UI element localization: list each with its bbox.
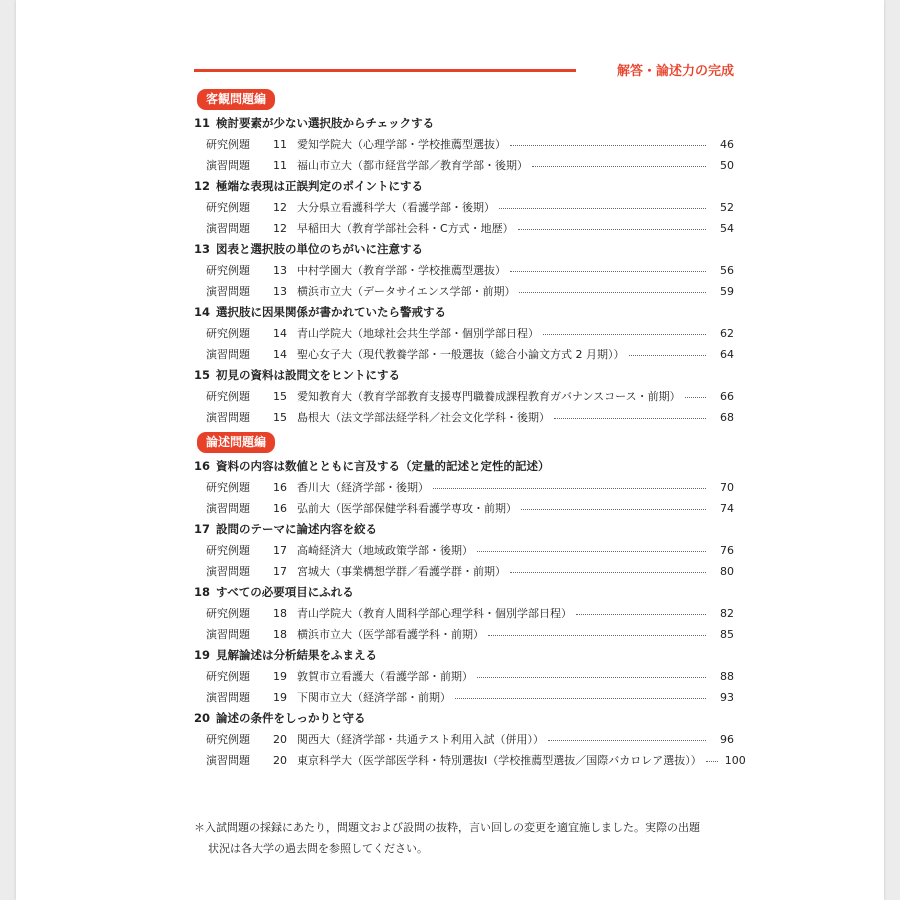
- entry-school: 東京科学大（医学部医学科・特別選抜Ⅰ（学校推薦型選抜／国際バカロレア選抜））: [297, 754, 702, 767]
- entry-school: 福山市立大（都市経営学部／教育学部・後期）: [297, 159, 528, 172]
- dot-leader: [576, 614, 706, 615]
- entry-number: 15: [273, 411, 287, 424]
- dot-leader: [543, 334, 706, 335]
- dot-leader: [706, 761, 718, 762]
- toc-entry[interactable]: [194, 344, 734, 365]
- entry-school: 愛知教育大（教育学部教育支援専門職養成課程教育ガバナンスコース・前期）: [297, 390, 681, 403]
- dot-leader: [477, 551, 706, 552]
- dot-leader: [518, 229, 706, 230]
- toc-entry[interactable]: [194, 624, 734, 645]
- chapter-number: 13: [194, 242, 211, 256]
- entry-page-number: 56: [720, 264, 734, 277]
- entry-school: 香川大（経済学部・後期）: [297, 481, 429, 494]
- chapter-number: 12: [194, 179, 211, 193]
- entry-school: 大分県立看護科学大（看護学部・後期）: [297, 201, 495, 214]
- entry-type: 研究例題: [206, 733, 250, 746]
- entry-type: 演習問題: [206, 348, 250, 361]
- dot-leader: [433, 488, 706, 489]
- chapter-number: 14: [194, 305, 211, 319]
- entry-type: 演習問題: [206, 222, 250, 235]
- dot-leader: [510, 572, 706, 573]
- entry-type: 研究例題: [206, 544, 250, 557]
- toc-entry[interactable]: [194, 540, 734, 561]
- entry-school: 早稲田大（教育学部社会科・C方式・地歴）: [297, 222, 514, 235]
- entry-school: 中村学園大（教育学部・学校推薦型選抜）: [297, 264, 506, 277]
- section-badge: 論述問題編: [197, 432, 275, 453]
- toc-entry[interactable]: [194, 729, 734, 750]
- entry-school: 弘前大（医学部保健学科看護学専攻・前期）: [297, 502, 517, 515]
- chapter-number: 16: [194, 459, 211, 473]
- entry-school: 聖心女子大（現代教養学部・一般選抜（総合小論文方式 2 月期））: [297, 348, 625, 361]
- chapter-number: 20: [194, 711, 211, 725]
- entry-type: 研究例題: [206, 607, 250, 620]
- toc-entry[interactable]: [194, 134, 734, 155]
- entry-school: 関西大（経済学部・共通テスト利用入試（併用））: [297, 733, 545, 746]
- entry-number: 13: [273, 264, 287, 277]
- footnote-line-2: 状況は各大学の過去問を参照してください。: [208, 842, 428, 855]
- entry-page-number: 54: [720, 222, 734, 235]
- dot-leader: [510, 145, 706, 146]
- entry-page-number: 85: [720, 628, 734, 641]
- chapter-title-text: 選択肢に因果関係が書かれていたら警戒する: [216, 305, 447, 319]
- entry-type: 演習問題: [206, 628, 250, 641]
- chapter-title: [194, 708, 734, 729]
- dot-leader: [477, 677, 706, 678]
- chapter-number: 11: [194, 116, 211, 130]
- toc-entry[interactable]: [194, 323, 734, 344]
- entry-number: 19: [273, 670, 287, 683]
- toc-entry[interactable]: [194, 561, 734, 582]
- toc-entry[interactable]: [194, 666, 734, 687]
- entry-type: 演習問題: [206, 754, 250, 767]
- entry-number: 11: [273, 159, 287, 172]
- entry-type: 演習問題: [206, 159, 250, 172]
- entry-page-number: 66: [720, 390, 734, 403]
- chapter-title: [194, 365, 734, 386]
- entry-page-number: 64: [720, 348, 734, 361]
- entry-school: 横浜市立大（医学部看護学科・前期）: [297, 628, 484, 641]
- entry-number: 20: [273, 733, 287, 746]
- entry-page-number: 74: [720, 502, 734, 515]
- entry-page-number: 80: [720, 565, 734, 578]
- toc-entry[interactable]: [194, 197, 734, 218]
- entry-school: 島根大（法文学部法経学科／社会文化学科・後期）: [297, 411, 550, 424]
- entry-type: 研究例題: [206, 201, 250, 214]
- entry-school: 宮城大（事業構想学群／看護学群・前期）: [297, 565, 506, 578]
- toc-entry[interactable]: [194, 750, 746, 771]
- entry-school: 愛知学院大（心理学部・学校推薦型選抜）: [297, 138, 506, 151]
- entry-type: 研究例題: [206, 327, 250, 340]
- toc-entry[interactable]: [194, 155, 734, 176]
- entry-type: 研究例題: [206, 481, 250, 494]
- entry-type: 研究例題: [206, 670, 250, 683]
- chapter-title: [194, 519, 734, 540]
- chapter-title-text: 極端な表現は正誤判定のポイントにする: [216, 179, 424, 193]
- entry-page-number: 82: [720, 607, 734, 620]
- chapter-title-text: 資料の内容は数値とともに言及する（定量的記述と定性的記述）: [216, 459, 550, 473]
- toc-entry[interactable]: [194, 498, 734, 519]
- entry-number: 12: [273, 201, 287, 214]
- entry-type: 演習問題: [206, 502, 250, 515]
- entry-number: 14: [273, 327, 287, 340]
- entry-page-number: 46: [720, 138, 734, 151]
- entry-page-number: 50: [720, 159, 734, 172]
- entry-number: 20: [273, 754, 287, 767]
- header-title: 解答・論述力の完成: [616, 64, 734, 79]
- entry-number: 11: [273, 138, 287, 151]
- entry-number: 17: [273, 565, 287, 578]
- dot-leader: [685, 397, 706, 398]
- chapter-title: [194, 645, 734, 666]
- chapter-title-text: 設問のテーマに論述内容を絞る: [216, 522, 378, 536]
- toc-entry[interactable]: [194, 386, 734, 407]
- dot-leader: [554, 418, 706, 419]
- entry-school: 高崎経済大（地域政策学部・後期）: [297, 544, 473, 557]
- entry-type: 研究例題: [206, 264, 250, 277]
- page-header: [194, 58, 734, 84]
- entry-page-number: 68: [720, 411, 734, 424]
- chapter-title: [194, 113, 734, 134]
- chapter-number: 18: [194, 585, 211, 599]
- toc-entry[interactable]: [194, 687, 734, 708]
- entry-number: 16: [273, 502, 287, 515]
- chapter-number: 19: [194, 648, 211, 662]
- entry-number: 18: [273, 628, 287, 641]
- entry-page-number: 62: [720, 327, 734, 340]
- chapter-title-text: 初見の資料は設問文をヒントにする: [216, 368, 401, 382]
- entry-type: 演習問題: [206, 691, 250, 704]
- chapter-number: 15: [194, 368, 211, 382]
- entry-page-number: 96: [720, 733, 734, 746]
- entry-type: 演習問題: [206, 411, 250, 424]
- section-badge: 客観問題編: [197, 89, 275, 110]
- entry-number: 16: [273, 481, 287, 494]
- entry-page-number: 76: [720, 544, 734, 557]
- chapter-title: [194, 456, 734, 477]
- entry-page-number: 52: [720, 201, 734, 214]
- page: [16, 0, 884, 900]
- entry-type: 研究例題: [206, 138, 250, 151]
- header-rule: [194, 69, 576, 72]
- dot-leader: [519, 292, 706, 293]
- dot-leader: [510, 271, 706, 272]
- entry-school: 青山学院大（地球社会共生学部・個別学部日程）: [297, 327, 539, 340]
- chapter-title: [194, 176, 734, 197]
- entry-number: 19: [273, 691, 287, 704]
- entry-number: 13: [273, 285, 287, 298]
- toc-entry[interactable]: [194, 218, 734, 239]
- section-header: [194, 88, 734, 113]
- entry-number: 17: [273, 544, 287, 557]
- entry-page-number: 59: [720, 285, 734, 298]
- dot-leader: [532, 166, 706, 167]
- chapter-title: [194, 302, 734, 323]
- entry-number: 14: [273, 348, 287, 361]
- dot-leader: [455, 698, 706, 699]
- entry-type: 演習問題: [206, 285, 250, 298]
- entry-number: 12: [273, 222, 287, 235]
- entry-page-number: 70: [720, 481, 734, 494]
- chapter-title-text: 見解論述は分析結果をふまえる: [216, 648, 378, 662]
- chapter-number: 17: [194, 522, 211, 536]
- chapter-title: [194, 582, 734, 603]
- entry-school: 敦賀市立看護大（看護学部・前期）: [297, 670, 473, 683]
- entry-page-number: 93: [720, 691, 734, 704]
- toc-entry[interactable]: [194, 477, 734, 498]
- toc-entry[interactable]: [194, 407, 734, 428]
- footnote: [194, 817, 754, 859]
- footnote-line-1: ＊入試問題の採録にあたり，問題文および設問の抜粋，言い回しの変更を適宜施しました。実際の出題: [194, 821, 700, 834]
- entry-school: 下関市立大（経済学部・前期）: [297, 691, 451, 704]
- dot-leader: [629, 355, 707, 356]
- chapter-title-text: すべての必要項目にふれる: [216, 585, 354, 599]
- entry-school: 青山学院大（教育人間科学部心理学科・個別学部日程）: [297, 607, 572, 620]
- dot-leader: [521, 509, 706, 510]
- dot-leader: [488, 635, 706, 636]
- entry-type: 研究例題: [206, 390, 250, 403]
- toc-entry[interactable]: [194, 603, 734, 624]
- chapter-title-text: 論述の条件をしっかりと守る: [216, 711, 366, 725]
- chapter-title: [194, 239, 734, 260]
- dot-leader: [548, 740, 706, 741]
- entry-number: 18: [273, 607, 287, 620]
- chapter-title-text: 検討要素が少ない選択肢からチェックする: [216, 116, 435, 130]
- table-of-contents: [194, 88, 746, 771]
- toc-entry[interactable]: [194, 260, 734, 281]
- dot-leader: [499, 208, 706, 209]
- section-header: [194, 431, 734, 456]
- entry-page-number: 100: [724, 754, 746, 767]
- entry-page-number: 88: [720, 670, 734, 683]
- chapter-title-text: 図表と選択肢の単位のちがいに注意する: [216, 242, 424, 256]
- toc-entry[interactable]: [194, 281, 734, 302]
- entry-number: 15: [273, 390, 287, 403]
- entry-type: 演習問題: [206, 565, 250, 578]
- entry-school: 横浜市立大（データサイエンス学部・前期）: [297, 285, 516, 298]
